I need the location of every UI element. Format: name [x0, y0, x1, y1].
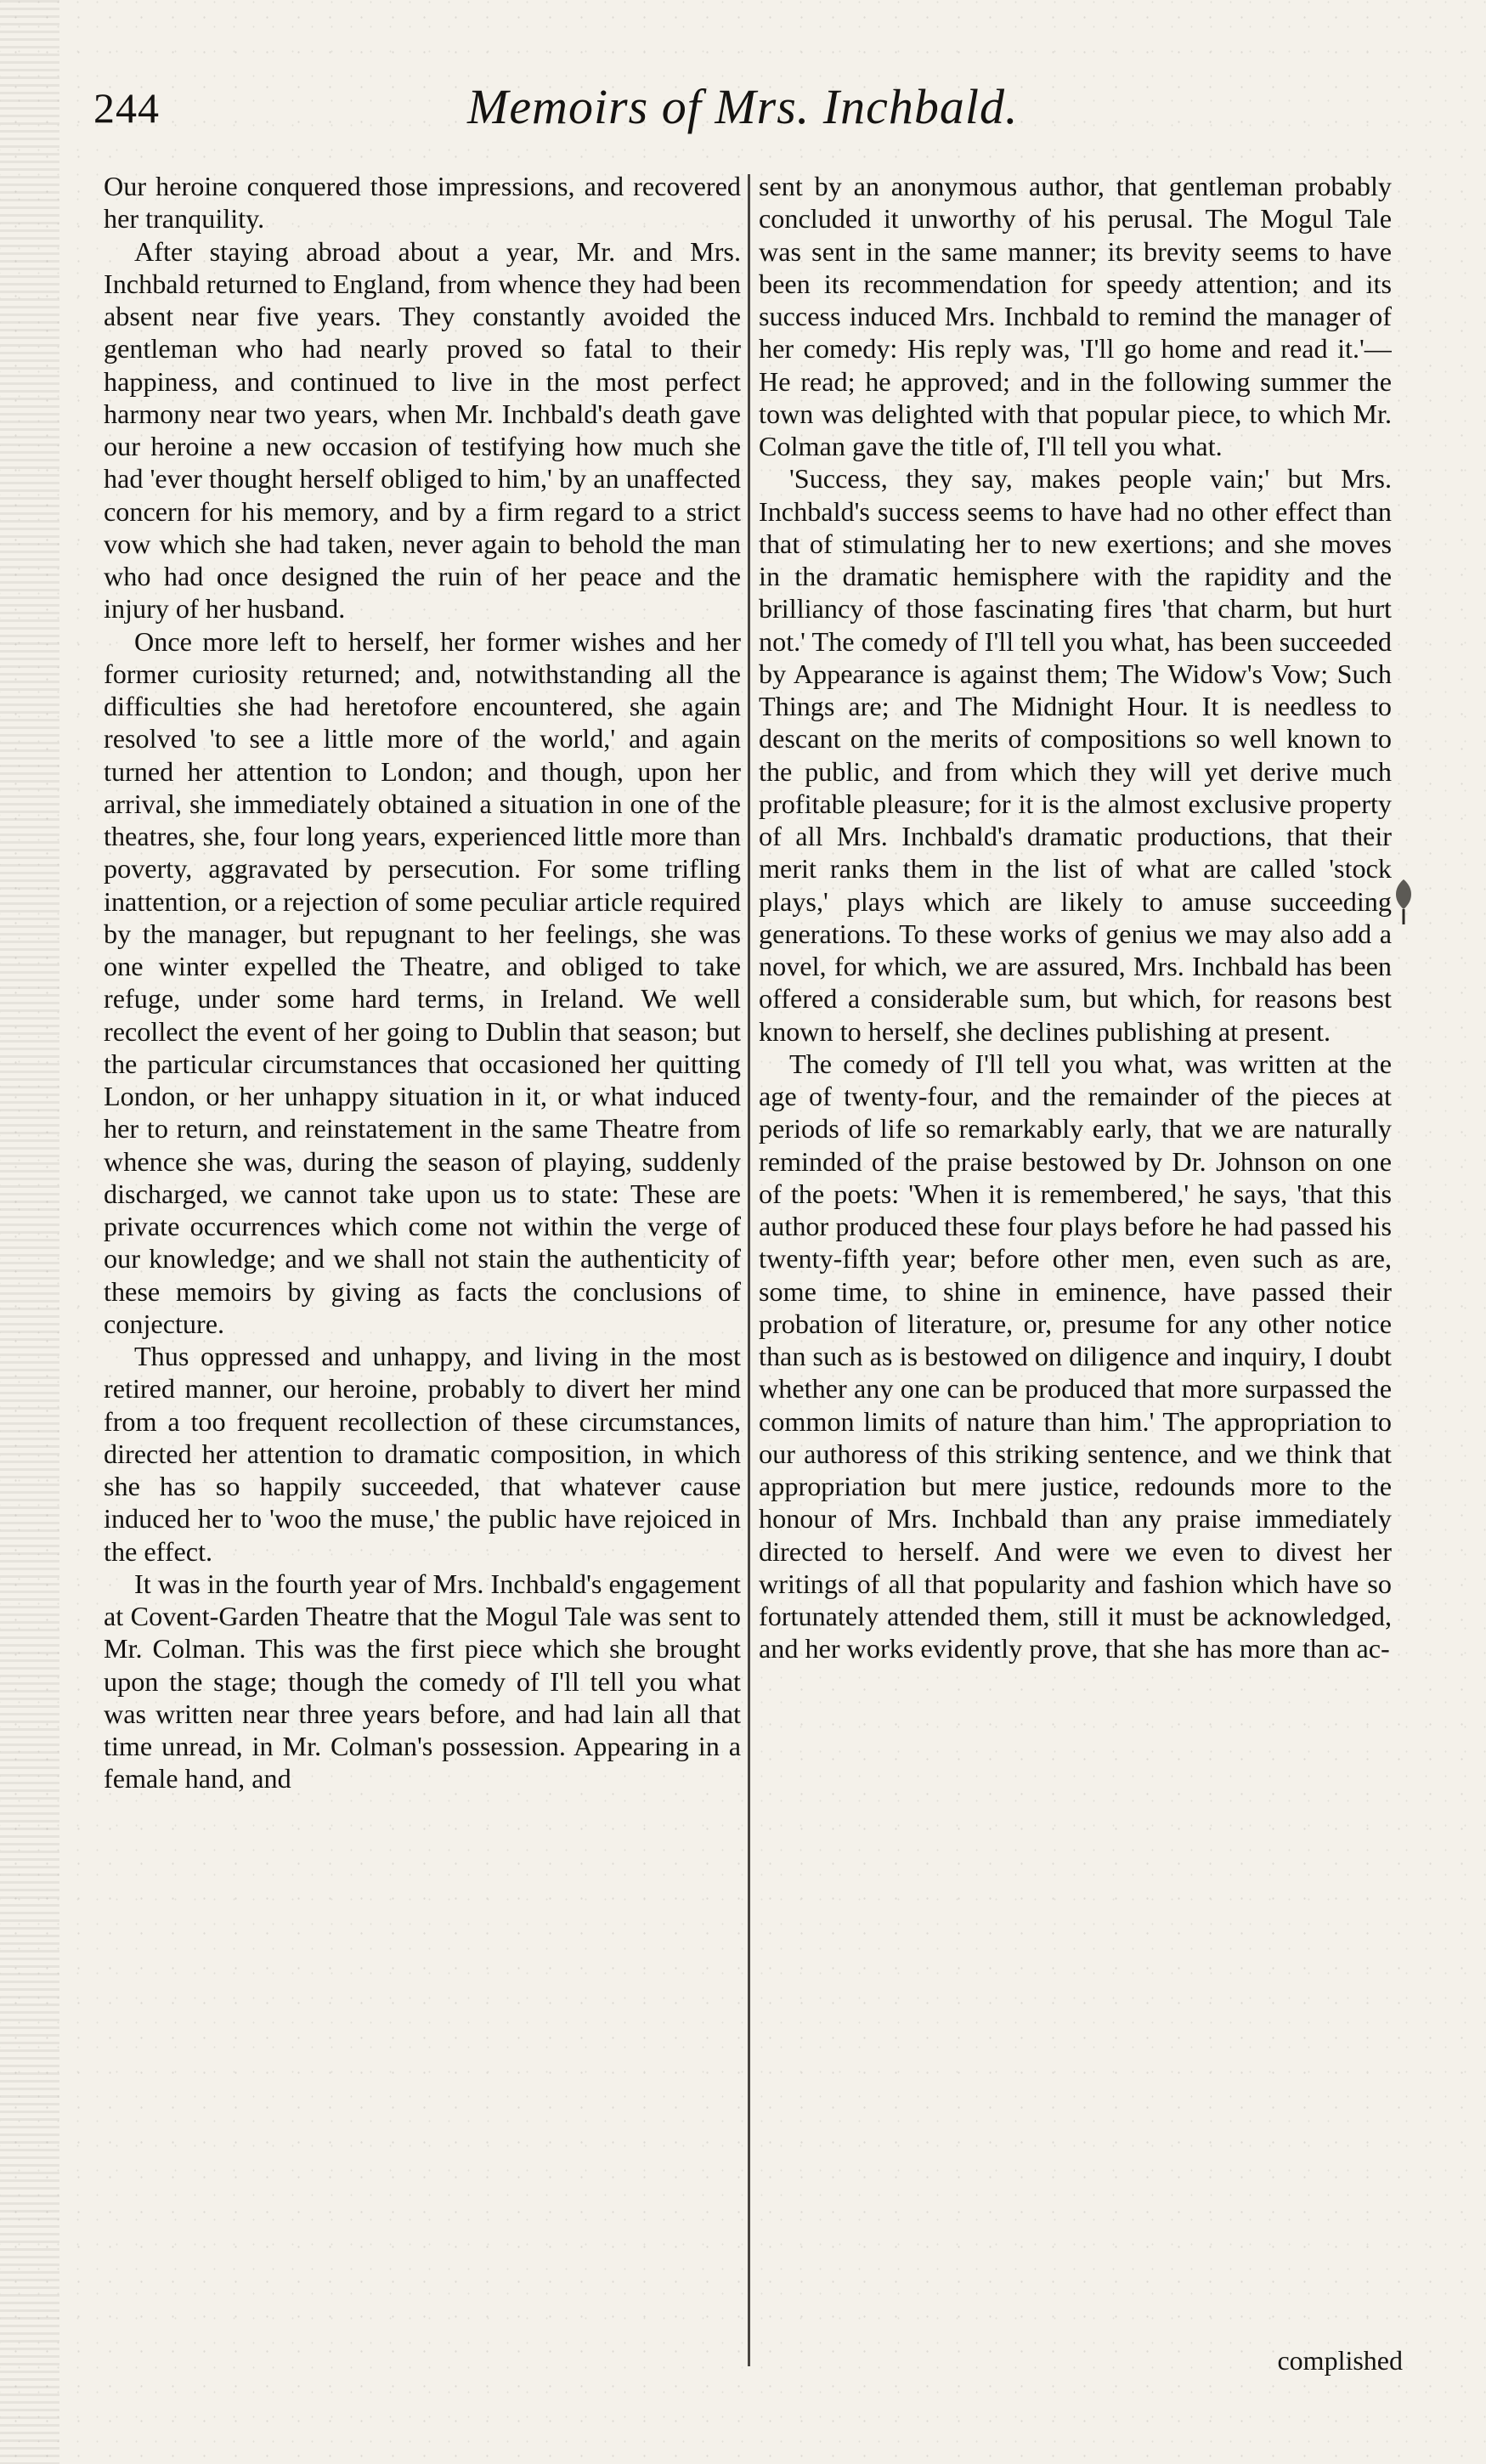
paragraph: 'Success, they say, makes people vain;' but Mrs. Inchbald's success seems to have had no other effect than that of stimulating her to new exertions; and she moves in the dramatic hemisphere with the rapidity and the brilliancy of those fascinating fires 'that charm, but hurt not.' The comedy of I'll tell you what, has been succeeded by Appearance is against them; The Widow's Vow; Such Things are; and The Midnight Hour. It is needless to descant on the merits of compositions so well known to the public, and from which they will yet derive much profitable pleasure; for it is the almost exclusive property of all Mrs. Inchbald's dramatic productions, that their merit ranks them in the list of what are called 'stock plays,' plays which are likely to amuse succeeding generations. To these works of genius we may also add a novel, for which, we are assured, Mrs. Inchbald has been offered a considerable sum, but which, for reasons best known to herself, she declines publishing at present.	[759, 463, 1392, 1047]
column-rule	[748, 174, 750, 2366]
paragraph: sent by an anonymous author, that gentleman probably concluded it unworthy of his perusal. The Mogul Tale was sent in the same manner; its brevity seems to have been its recommendation for speedy attention; and its success induced Mrs. Inchbald to remind the manager of her comedy: His reply was, 'I'll go home and read it.'—He read; he approved; and in the following summer the town was delighted with that popular piece, to which Mr. Colman gave the title of, I'll tell you what.	[759, 171, 1392, 461]
paragraph: Our heroine conquered those impressions, and recovered her tranquility.	[104, 171, 741, 235]
catchword: complished	[1277, 2345, 1403, 2376]
page-edge-shadow	[0, 0, 59, 2464]
paragraph: Thus oppressed and unhappy, and living in the most retired manner, our heroine, probably to divert her mind from a too frequent recollection of these circumstances, directed her attention to dramatic composition, in which she has so happily succeeded, that whatever cause induced her to 'woo the muse,' the public have rejoiced in the effect.	[104, 1341, 741, 1567]
page-header	[93, 79, 1402, 151]
left-column	[104, 170, 741, 2430]
paragraph: The comedy of I'll tell you what, was written at the age of twenty-four, and the remainder of the pieces at periods of life so remarkably early, that we are naturally reminded of the praise bestowed by Dr. Johnson on one of the poets: 'When it is remembered,' he says, 'that this author produced these four plays before he had passed his twenty-fifth year; before other men, even such as are, some time, to shine in eminence, have passed their probation of literature, or, presume for any other notice than such as is bestowed on diligence and inquiry, I doubt whether any one can be produced that more surpassed the common limits of nature than him.' The appropriation to our authoress of this striking sentence, and we think that appropriation but mere justice, redounds more to the honour of Mrs. Inchbald than any praise immediately directed to herself. And were we even to divest her writings of all that popularity and fashion which have so fortunately attended them, still it must be acknowledged, and her works evidently prove, that she has more than ac-	[759, 1048, 1392, 1664]
paragraph: It was in the fourth year of Mrs. Inchbald's engagement at Covent-Garden Theatre that the Mogul Tale was sent to Mr. Colman. This was the first piece which she brought upon the stage; though the comedy of I'll tell you what was written near three years before, and had lain all that time unread, in Mr. Colman's possession. Appearing in a female hand, and	[104, 1568, 741, 1794]
page-number: 244	[93, 84, 160, 132]
paragraph: After staying abroad about a year, Mr. and Mrs. Inchbald returned to England, from whence they had been absent near five years. They constantly avoided the gentleman who had nearly proved so fatal to their happiness, and continued to live in the most perfect harmony near two years, when Mr. Inchbald's death gave our heroine a new occasion of testifying how much she had 'ever thought herself obliged to him,' by an unaffected concern for his memory, and by a firm regard to a strict vow which she had taken, never again to behold the man who had once designed the ruin of her peace and the injury of her husband.	[104, 235, 741, 624]
running-title: Memoirs of Mrs. Inchbald.	[467, 79, 1019, 134]
paragraph: Once more left to herself, her former wishes and her former curiosity returned; and, notwithstanding all the difficulties she had heretofore encountered, she again resolved 'to see a little more of the world,' and again turned her attention to London; and though, upon her arrival, she immediately obtained a situation in one of the theatres, she, four long years, experienced little more than poverty, aggravated by persecution. For some trifling inattention, or a rejection of some peculiar article required by the manager, but repugnant to her feelings, she was one winter expelled the Theatre, and obliged to take refuge, under some hard terms, in Ireland. We well recollect the event of her going to Dublin that season; but the particular circumstances that occasioned her quitting London, or her unhappy situation in it, or what induced her to return, and reinstatement in the same Theatre from whence she was, during the season of playing, suddenly discharged, we cannot take upon us to state: These are private occurrences which come not within the verge of our knowledge; and we shall not stain the authenticity of these memoirs by giving as facts the conclusions of conjecture.	[104, 625, 741, 1339]
printer-flourish-icon	[1387, 875, 1421, 926]
right-column	[759, 170, 1392, 2430]
